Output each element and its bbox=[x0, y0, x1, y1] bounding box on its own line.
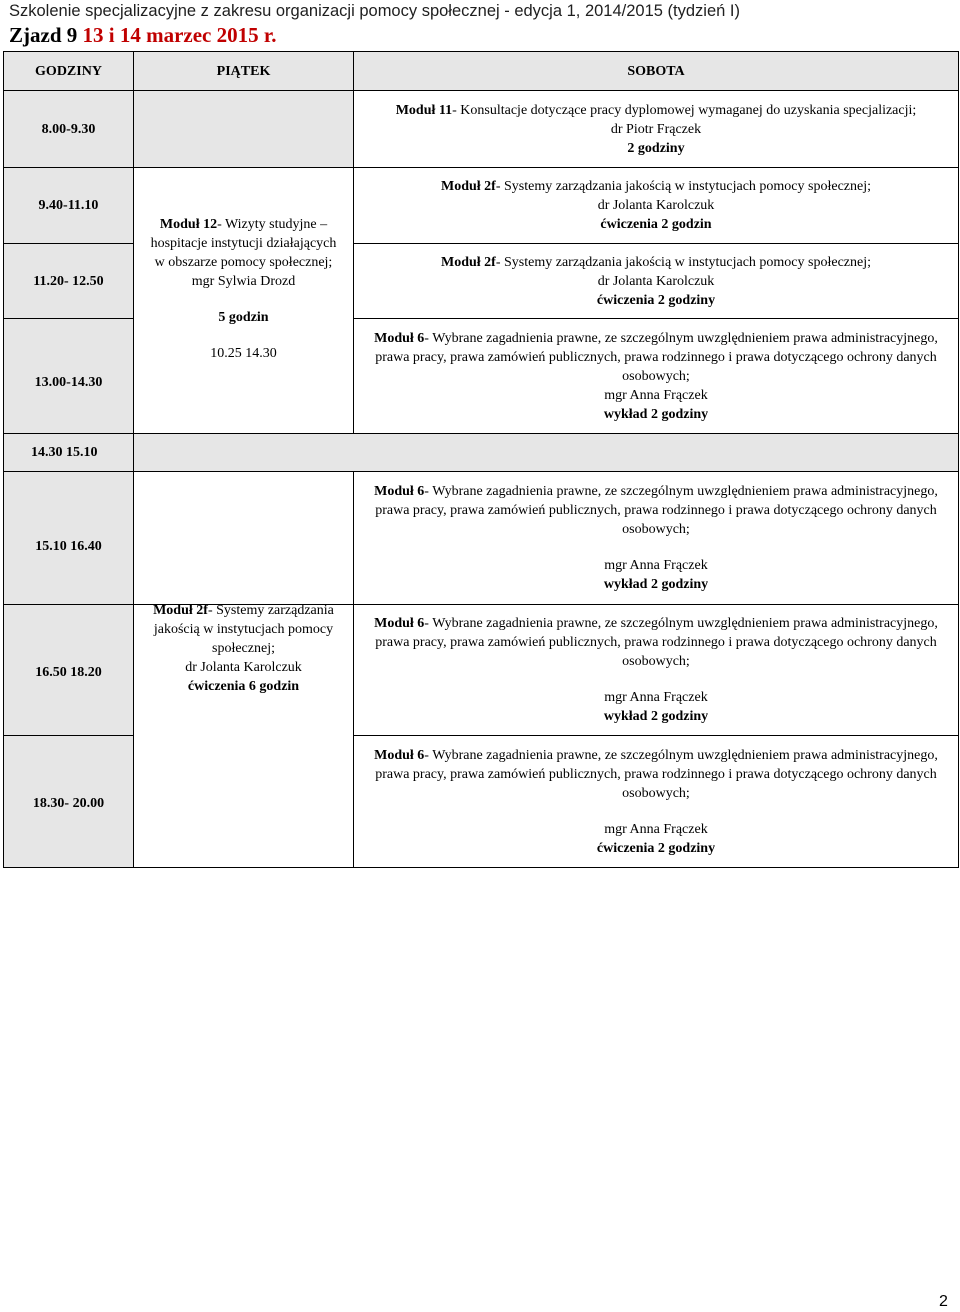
saturday-module-6-c-description: Moduł 6- Wybrane zagadnienia prawne, ze szczególnym uwzględnieniem prawa administracyjnego, prawa pracy, prawa zamówień publicznych, prawa rodzinnego i prawa dotyczącego ochrony danych osobowych; bbox=[374, 616, 938, 669]
saturday-module-6-a bbox=[353, 318, 959, 434]
friday-empty-2 bbox=[133, 471, 354, 605]
saturday-module-6-b-hours: wykład 2 godziny bbox=[603, 577, 709, 592]
saturday-module-2f-b-hours: ćwiczenia 2 godziny bbox=[596, 292, 716, 308]
saturday-module-2f-b-description: Moduł 2f- Systemy zarządzania jakością w instytucjach pomocy społecznej; bbox=[441, 254, 871, 270]
saturday-module-11-hours: 2 godziny bbox=[627, 140, 685, 156]
saturday-module-6-c-hours: wykład 2 godziny bbox=[603, 709, 709, 724]
saturday-module-11-description: Moduł 11- Konsultacje dotyczące pracy dyplomowej wymaganej do uzyskania specjalizacji; bbox=[395, 102, 917, 118]
friday-module-12 bbox=[133, 167, 354, 434]
saturday-module-6-d-lecturer: mgr Anna Frączek bbox=[604, 821, 708, 837]
saturday-module-2f-b bbox=[353, 243, 959, 319]
saturday-module-6-d bbox=[353, 735, 959, 868]
saturday-module-6-c-lecturer: mgr Anna Frączek bbox=[604, 690, 708, 705]
saturday-module-6-b-description: Moduł 6- Wybrane zagadnienia prawne, ze szczególnym uwzględnieniem prawa administracyjnego, prawa pracy, prawa zamówień publicznych, prawa rodzinnego i prawa dotyczącego ochrony danych osobowych; bbox=[374, 484, 938, 537]
page-number: 2 bbox=[939, 1293, 948, 1310]
session-dates: 13 i 14 marzec 2015 r. bbox=[82, 23, 277, 47]
time-slot-4: 13.00-14.30 bbox=[3, 318, 134, 434]
saturday-module-6-a-hours: wykład 2 godziny bbox=[603, 406, 709, 422]
time-slot-7: 16.50 18.20 bbox=[3, 604, 134, 736]
saturday-module-6-c bbox=[353, 604, 959, 736]
friday-module-12-description: Moduł 12- Wizyty studyjne – hospitacje instytucji działających w obszarze pomocy społecznej; bbox=[150, 217, 337, 270]
saturday-module-11 bbox=[353, 90, 959, 168]
schedule-table bbox=[3, 51, 959, 868]
saturday-module-11-lecturer: dr Piotr Frączek bbox=[610, 121, 702, 137]
friday-module-12-lecturer: mgr Sylwia Drozd bbox=[191, 274, 296, 289]
saturday-module-6-b bbox=[353, 471, 959, 605]
header-friday: PIĄTEK bbox=[133, 51, 354, 91]
friday-module-2f-description: Moduł 2f- Systemy zarządzania jakością w instytucjach pomocy społecznej; bbox=[153, 603, 334, 656]
saturday-module-2f-a-hours: ćwiczenia 2 godzin bbox=[600, 217, 712, 232]
time-slot-8: 18.30- 20.00 bbox=[3, 735, 134, 868]
saturday-module-2f-a-description: Moduł 2f- Systemy zarządzania jakością w instytucjach pomocy społecznej; bbox=[441, 179, 871, 194]
time-slot-5: 14.30 15.10 bbox=[3, 433, 134, 472]
friday-module-12-hours: 5 godzin bbox=[218, 310, 269, 325]
saturday-module-2f-b-lecturer: dr Jolanta Karolczuk bbox=[597, 273, 715, 289]
saturday-module-6-d-hours: ćwiczenia 2 godziny bbox=[596, 840, 716, 856]
session-heading bbox=[9, 23, 277, 48]
header-saturday: SOBOTA bbox=[353, 51, 959, 91]
friday-module-2f-hours: ćwiczenia 6 godzin bbox=[187, 679, 300, 694]
time-slot-3: 11.20- 12.50 bbox=[3, 243, 134, 319]
time-slot-6: 15.10 16.40 bbox=[3, 471, 134, 605]
saturday-module-6-a-lecturer: mgr Anna Frączek bbox=[604, 387, 708, 403]
friday-module-12-time: 10.25 14.30 bbox=[210, 346, 277, 361]
saturday-module-2f-a bbox=[353, 167, 959, 244]
time-slot-2: 9.40-11.10 bbox=[3, 167, 134, 244]
saturday-module-6-d-description: Moduł 6- Wybrane zagadnienia prawne, ze szczególnym uwzględnieniem prawa administracyjnego, prawa pracy, prawa zamówień publicznych, prawa rodzinnego i prawa dotyczącego ochrony danych osobowych; bbox=[374, 747, 938, 801]
saturday-module-6-b-lecturer: mgr Anna Frączek bbox=[604, 558, 708, 573]
session-number: Zjazd 9 bbox=[9, 23, 78, 47]
break-row bbox=[133, 433, 959, 472]
friday-module-2f-lecturer: dr Jolanta Karolczuk bbox=[185, 660, 302, 675]
saturday-module-6-a-description: Moduł 6- Wybrane zagadnienia prawne, ze szczególnym uwzględnieniem prawa administracyjnego, prawa pracy, prawa zamówień publicznych, prawa rodzinnego i prawa dotyczącego ochrony danych osobowych; bbox=[374, 330, 938, 384]
saturday-module-2f-a-lecturer: dr Jolanta Karolczuk bbox=[597, 198, 715, 213]
time-slot-1: 8.00-9.30 bbox=[3, 90, 134, 168]
document-title: Szkolenie specjalizacyjne z zakresu organizacji pomocy społecznej - edycja 1, 2014/2015 (tydzień I) bbox=[9, 2, 740, 20]
friday-module-2f bbox=[133, 604, 354, 868]
header-hours: GODZINY bbox=[3, 51, 134, 91]
friday-empty-1 bbox=[133, 90, 354, 168]
